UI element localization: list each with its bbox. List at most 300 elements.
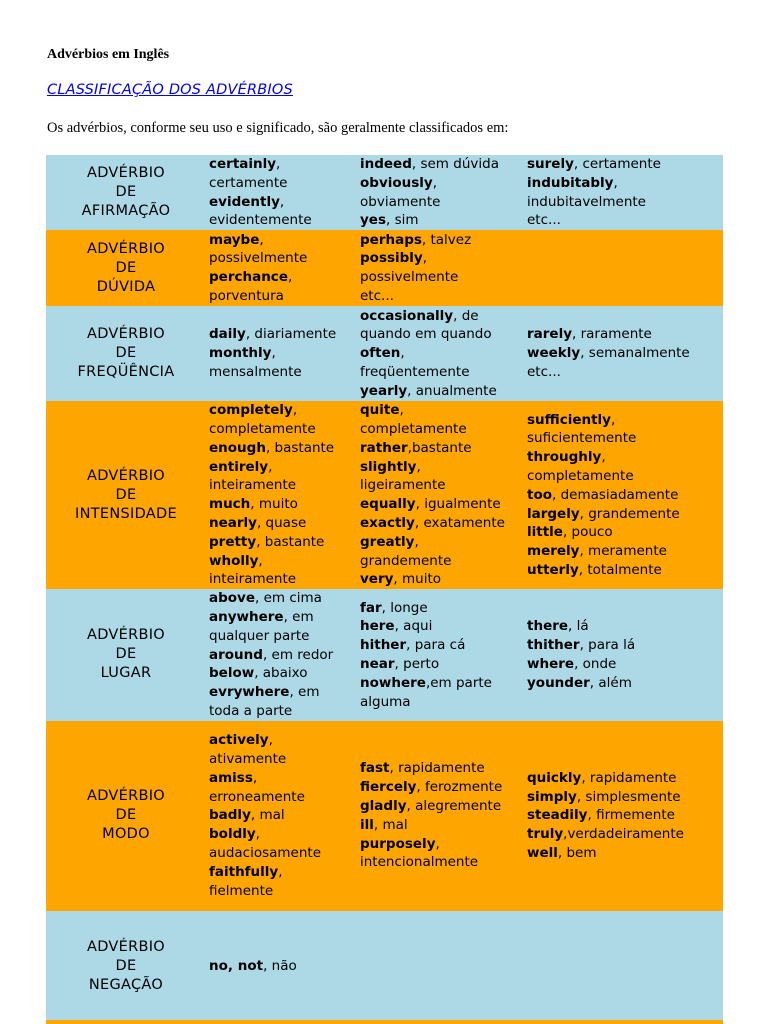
adverb-word: throughly [527, 449, 602, 466]
adverb-table [46, 155, 723, 1023]
adverb-entry-line [209, 788, 358, 807]
adverb-cell-col3 [525, 721, 723, 911]
adverb-entry-line [527, 467, 723, 486]
category-cell [46, 230, 206, 306]
adverb-translation: , [268, 458, 273, 475]
intro-paragraph: Os advérbios, conforme seu uso e significado, são geralmente classificados em: [47, 120, 509, 136]
adverb-translation: , [279, 193, 285, 210]
adverb-translation: ,verdadeiramente [563, 826, 684, 843]
adverb-word: steadily [527, 807, 588, 824]
adverb-translation: , mal [373, 816, 408, 833]
adverb-translation: , [292, 402, 298, 419]
adverb-cell-col1 [206, 155, 358, 230]
adverb-entry-line [209, 806, 358, 825]
category-label-line: DE [115, 345, 137, 362]
adverb-translation: , longe [381, 599, 428, 616]
adverb-word: actively [209, 732, 269, 749]
category-label-line: DE [115, 807, 137, 824]
adverb-word: nowhere [360, 674, 426, 691]
adverb-word: pretty [209, 533, 257, 550]
adverb-entry-line [527, 788, 723, 807]
adverb-entry-line [209, 458, 358, 477]
adverb-translation: ligeiramente [360, 477, 446, 494]
adverb-translation: , mal [250, 807, 285, 824]
category-label-line: ADVÉRBIO [86, 939, 166, 956]
category-label-line: NEGAÇÃO [88, 977, 164, 994]
adverb-entry-line [527, 617, 723, 636]
adverb-translation: fielmente [209, 882, 274, 899]
adverb-entry-line [527, 344, 723, 363]
adverb-entry-line [527, 211, 723, 230]
adverb-entry-line [209, 882, 358, 901]
category-label-line: AFIRMAÇÃO [81, 203, 171, 220]
adverb-entry-line [527, 655, 723, 674]
adverb-word: near [360, 655, 395, 672]
category-label-line: ADVÉRBIO [86, 165, 166, 182]
adverb-translation: , [271, 345, 276, 362]
category-label-line: ADVÉRBIO [86, 326, 166, 343]
adverb-word: largely [527, 505, 580, 522]
table-row [46, 721, 723, 911]
adverb-translation: , quase [256, 514, 307, 531]
document-title: Advérbios em Inglês [47, 47, 170, 62]
adverb-translation: , [276, 156, 281, 172]
adverb-entry-line [360, 420, 525, 439]
category-label-line: DÚVIDA [96, 278, 156, 295]
adverb-entry-line [360, 853, 525, 872]
adverb-translation: suficientemente [527, 430, 637, 447]
adverb-translation: obviamente [360, 193, 441, 210]
adverb-translation: evidentemente [209, 212, 312, 229]
adverb-translation: intencionalmente [360, 854, 479, 871]
adverb-word: very [360, 571, 394, 588]
adverb-entry-line [209, 702, 358, 721]
adverb-entry-line [360, 211, 525, 230]
adverb-translation: , perto [394, 655, 440, 672]
adverb-cell-col1 [206, 401, 358, 589]
adverb-translation: etc... [527, 364, 561, 381]
adverb-translation: , sim [386, 212, 419, 229]
adverb-translation: , aqui [394, 618, 433, 635]
adverb-entry-line [209, 750, 358, 769]
category-cell [46, 589, 206, 721]
adverb-entry-line [360, 231, 525, 250]
adverb-entry-line [360, 617, 525, 636]
adverb-word: certainly [209, 156, 277, 172]
adverb-word: nearly [209, 514, 257, 531]
adverb-entry-line [527, 429, 723, 448]
adverb-word: much [209, 496, 251, 513]
adverb-translation: , onde [574, 655, 617, 672]
adverb-translation: , de [453, 307, 479, 324]
adverb-translation: , rapidamente [581, 769, 677, 786]
adverb-word: slightly [360, 458, 417, 475]
adverb-translation: , firmemente [587, 807, 675, 824]
adverb-entry-line [360, 458, 525, 477]
classification-link[interactable]: CLASSIFICAÇÃO DOS ADVÉRBIOS [47, 82, 293, 98]
adverb-word: daily [209, 326, 246, 343]
adverb-translation: , [287, 269, 293, 286]
adverb-entry-line [360, 674, 525, 693]
adverb-entry-line [209, 231, 358, 250]
adverb-entry-line [209, 211, 358, 230]
category-label-line: ADVÉRBIO [86, 788, 166, 805]
adverb-entry-line [209, 769, 358, 788]
adverb-translation: completamente [527, 467, 634, 484]
adverb-translation: completamente [209, 421, 316, 437]
adverb-word: evrywhere [209, 684, 290, 701]
adverb-entry-line [360, 268, 525, 287]
adverb-entry-line [360, 401, 525, 420]
adverb-word: rather [360, 439, 408, 456]
adverb-word: hither [360, 637, 407, 654]
adverb-translation: , alegremente [406, 797, 502, 814]
adverb-entry-line [360, 533, 525, 552]
adverb-cell-col3 [525, 230, 723, 306]
adverb-entry-line [360, 287, 525, 306]
adverb-translation: qualquer parte [209, 627, 310, 644]
adverb-entry-line [209, 193, 358, 212]
adverb-translation: porventura [209, 287, 284, 304]
adverb-word: perhaps [360, 231, 422, 248]
adverb-word: evidently [209, 193, 280, 210]
adverb-entry-line [209, 608, 358, 627]
adverb-translation: , abaixo [254, 665, 308, 682]
adverb-entry-line [209, 344, 358, 363]
adverb-word: monthly [209, 345, 272, 362]
adverb-cell-col1 [206, 911, 358, 1023]
adverb-word: simply [527, 788, 577, 805]
category-label-line: MODO [102, 826, 150, 843]
adverb-entry-line [360, 193, 525, 212]
category-label-line: ADVÉRBIO [86, 240, 166, 257]
adverb-entry-line [360, 835, 525, 854]
category-label-line: INTENSIDADE [75, 505, 177, 522]
adverb-translation: , muito [250, 496, 298, 513]
adverb-translation: , [400, 345, 405, 362]
adverb-entry-line [209, 401, 358, 420]
adverb-translation: toda a parte [209, 702, 293, 719]
category-cell [46, 306, 206, 401]
adverb-word: equally [360, 496, 416, 513]
adverb-entry-line [360, 693, 525, 712]
adverb-cell-col2 [358, 401, 525, 589]
adverb-translation: etc... [360, 287, 394, 304]
adverb-entry-line [527, 486, 723, 505]
adverb-translation: , diariamente [245, 326, 337, 343]
adverb-translation: , [601, 449, 606, 466]
adverb-entry-line [360, 495, 525, 514]
adverb-entry-line [360, 636, 525, 655]
adverb-entry-line [360, 155, 525, 174]
adverb-entry-line [527, 505, 723, 524]
adverb-translation: , [278, 863, 283, 880]
adverb-translation: , bastante [265, 439, 335, 456]
adverb-word: truly [527, 826, 564, 843]
adverb-entry-line [360, 759, 525, 778]
category-label-line: DE [115, 259, 137, 276]
adverb-word: obviously [360, 174, 433, 191]
adverb-entry-line [209, 731, 358, 750]
adverb-word: below [209, 665, 255, 682]
adverb-entry-line [209, 646, 358, 665]
adverb-entry-line [360, 570, 525, 589]
adverb-entry-line [209, 174, 358, 193]
adverb-entry-line [209, 825, 358, 844]
adverb-translation: , [259, 231, 264, 248]
adverb-entry-line [209, 249, 358, 268]
adverb-translation: , exatamente [414, 514, 505, 531]
adverb-translation: , sem dúvida [411, 156, 499, 172]
adverb-entry-line [209, 533, 358, 552]
adverb-translation: , [416, 458, 421, 475]
adverb-entry-line [360, 816, 525, 835]
adverb-entry-line [527, 155, 723, 174]
adverb-entry-line [527, 411, 723, 430]
adverb-entry-line [527, 674, 723, 693]
adverb-entry-line [527, 542, 723, 561]
adverb-word: occasionally [360, 307, 454, 324]
adverb-word: thither [527, 637, 580, 654]
adverb-translation: indubitavelmente [527, 193, 646, 210]
adverb-translation: , [399, 402, 404, 419]
adverb-translation: , [258, 552, 263, 569]
adverb-word: possibly [360, 250, 423, 267]
adverb-entry-line [360, 476, 525, 495]
adverb-translation: , para lá [579, 637, 636, 654]
adverb-entry-line [209, 325, 358, 344]
adverb-entry-line [360, 778, 525, 797]
adverb-word: above [209, 590, 256, 607]
table-row [46, 401, 723, 589]
adverb-cell-col1 [206, 589, 358, 721]
adverb-translation: alguma [360, 693, 411, 710]
adverb-word: indeed [360, 156, 412, 172]
adverb-word: little [527, 524, 563, 541]
adverb-entry-line [360, 174, 525, 193]
adverb-entry-line [527, 174, 723, 193]
adverb-word: exactly [360, 514, 415, 531]
adverb-word: badly [209, 807, 251, 824]
adverb-translation: , bastante [256, 533, 325, 550]
adverb-word: perchance [209, 269, 288, 286]
adverb-entry-line [209, 664, 358, 683]
adverb-translation: , rapidamente [389, 760, 485, 777]
adverb-translation: , demasiadamente [552, 486, 679, 503]
adverb-word: often [360, 345, 401, 362]
adverb-translation: , [414, 533, 419, 550]
adverb-word: gladly [360, 797, 407, 814]
adverb-entry-line [360, 655, 525, 674]
adverb-cell-col2 [358, 306, 525, 401]
adverb-word: amiss [209, 769, 253, 786]
adverb-translation: etc... [527, 212, 561, 229]
category-cell [46, 401, 206, 589]
category-label-line: ADVÉRBIO [86, 627, 166, 644]
adverb-cell-col3 [525, 589, 723, 721]
adverb-entry-line [209, 683, 358, 702]
adverb-translation: possivelmente [360, 269, 459, 286]
adverb-cell-col3 [525, 401, 723, 589]
adverb-word: enough [209, 439, 266, 456]
adverb-translation: , [252, 769, 258, 786]
adverb-word: greatly [360, 533, 415, 550]
adverb-cell-col3 [525, 306, 723, 401]
adverb-word: purposely [360, 835, 436, 852]
adverb-entry-line [209, 476, 358, 495]
adverb-word: where [527, 655, 575, 672]
adverb-entry-line [209, 627, 358, 646]
adverb-translation: , [610, 411, 616, 428]
category-label-line: FREQÜÊNCIA [77, 364, 175, 381]
category-label-line: DE [115, 958, 137, 975]
adverb-translation: , pouco [562, 524, 613, 541]
adverb-translation: ativamente [209, 750, 287, 767]
adverb-entry-line [209, 268, 358, 287]
adverb-entry-line [209, 552, 358, 571]
adverb-translation: grandemente [360, 552, 452, 569]
adverb-entry-line [209, 863, 358, 882]
adverb-word: indubitably [527, 174, 614, 191]
adverb-entry-line [527, 363, 723, 382]
category-label-line: DE [115, 646, 137, 663]
adverb-cell-col2 [358, 230, 525, 306]
adverb-entry-line [527, 448, 723, 467]
adverb-translation: freqüentemente [360, 364, 470, 381]
adverb-word: sufficiently [527, 411, 611, 428]
adverb-entry-line [209, 957, 358, 976]
adverb-entry-line [360, 382, 525, 401]
adverb-word: no, not [209, 958, 264, 975]
table-row [46, 306, 723, 401]
adverb-entry-line [209, 420, 358, 439]
adverb-entry-line [360, 363, 525, 382]
adverb-word: entirely [209, 458, 269, 475]
adverb-cell-col2 [358, 589, 525, 721]
adverb-entry-line [209, 570, 358, 589]
adverb-entry-line [527, 561, 723, 580]
adverb-translation: , [432, 174, 438, 191]
adverb-cell-col3 [525, 911, 723, 1023]
adverb-translation: , grandemente [579, 505, 680, 522]
adverb-word: far [360, 599, 382, 616]
adverb-translation: inteiramente [209, 571, 297, 588]
adverb-cell-col1 [206, 230, 358, 306]
table-row [46, 589, 723, 721]
adverb-word: quickly [527, 769, 582, 786]
adverb-entry-line [209, 363, 358, 382]
adverb-translation: completamente [360, 421, 467, 437]
adverb-entry-line [527, 636, 723, 655]
adverb-translation: quando em quando [360, 326, 492, 343]
adverb-word: utterly [527, 561, 579, 578]
adverb-translation: , lá [568, 618, 589, 635]
adverb-translation: , certamente [573, 156, 661, 172]
adverb-translation: , raramente [572, 326, 652, 343]
adverb-word: rarely [527, 326, 573, 343]
table-row [46, 230, 723, 306]
adverb-entry-line [527, 825, 723, 844]
adverb-translation: , semanalmente [580, 345, 690, 362]
adverb-entry-line [209, 844, 358, 863]
adverb-word: younder [527, 674, 590, 691]
adverb-translation: , igualmente [415, 496, 501, 513]
table-row [46, 911, 723, 1023]
adverb-word: here [360, 618, 395, 635]
adverb-translation: , [422, 250, 428, 267]
adverb-word: fiercely [360, 779, 417, 796]
adverb-word: wholly [209, 552, 259, 569]
table-row [46, 155, 723, 230]
adverb-translation: , bem [557, 844, 597, 861]
adverb-translation: , em [283, 608, 314, 625]
adverb-translation: inteiramente [209, 477, 297, 494]
adverb-word: surely [527, 156, 574, 172]
adverb-entry-line [209, 589, 358, 608]
category-cell [46, 155, 206, 230]
adverb-translation: , [613, 174, 618, 191]
category-cell [46, 911, 206, 1023]
adverb-entry-line [209, 155, 358, 174]
adverb-translation: , em [289, 684, 320, 701]
adverb-word: faithfully [209, 863, 279, 880]
adverb-translation: mensalmente [209, 364, 302, 381]
adverb-cell-col2 [358, 155, 525, 230]
adverb-translation: , em redor [262, 646, 334, 663]
adverb-translation: , muito [393, 571, 442, 588]
adverb-entry-line [360, 599, 525, 618]
adverb-word: quite [360, 402, 400, 419]
adverb-word: around [209, 646, 263, 663]
adverb-entry-line [527, 523, 723, 542]
adverb-word: boldly [209, 826, 256, 843]
adverb-entry-line [360, 325, 525, 344]
adverb-entry-line [360, 439, 525, 458]
adverb-translation: erroneamente [209, 788, 305, 805]
adverb-word: completely [209, 402, 293, 419]
category-cell [46, 721, 206, 911]
adverb-word: too [527, 486, 553, 503]
adverb-translation: , não [263, 958, 297, 975]
adverb-entry-line [209, 287, 358, 306]
adverb-cell-col3 [525, 155, 723, 230]
adverb-translation: , anualmente [407, 382, 497, 399]
adverb-translation: possivelmente [209, 250, 308, 267]
adverb-entry-line [527, 193, 723, 212]
adverb-word: yearly [360, 382, 408, 399]
adverb-translation: , meramente [579, 543, 667, 560]
adverb-translation: , totalmente [578, 561, 662, 578]
adverb-entry-line [209, 439, 358, 458]
adverb-word: anywhere [209, 608, 284, 625]
adverb-translation: , em cima [255, 590, 322, 607]
adverb-translation: ,bastante [407, 439, 472, 456]
adverb-word: well [527, 844, 558, 861]
adverb-entry-line [527, 325, 723, 344]
category-label-line: ADVÉRBIO [86, 467, 166, 484]
adverb-entry-line [360, 514, 525, 533]
category-label-line: LUGAR [100, 665, 152, 682]
adverb-word: ill [360, 816, 374, 833]
adverb-cell-col2 [358, 721, 525, 911]
adverb-translation: , simplesmente [576, 788, 681, 805]
adverb-translation: certamente [209, 174, 288, 191]
adverb-word: there [527, 618, 569, 635]
adverb-word: maybe [209, 231, 260, 248]
adverb-translation: , [255, 826, 260, 843]
adverb-word: weekly [527, 345, 581, 362]
category-label-line: DE [115, 486, 137, 503]
